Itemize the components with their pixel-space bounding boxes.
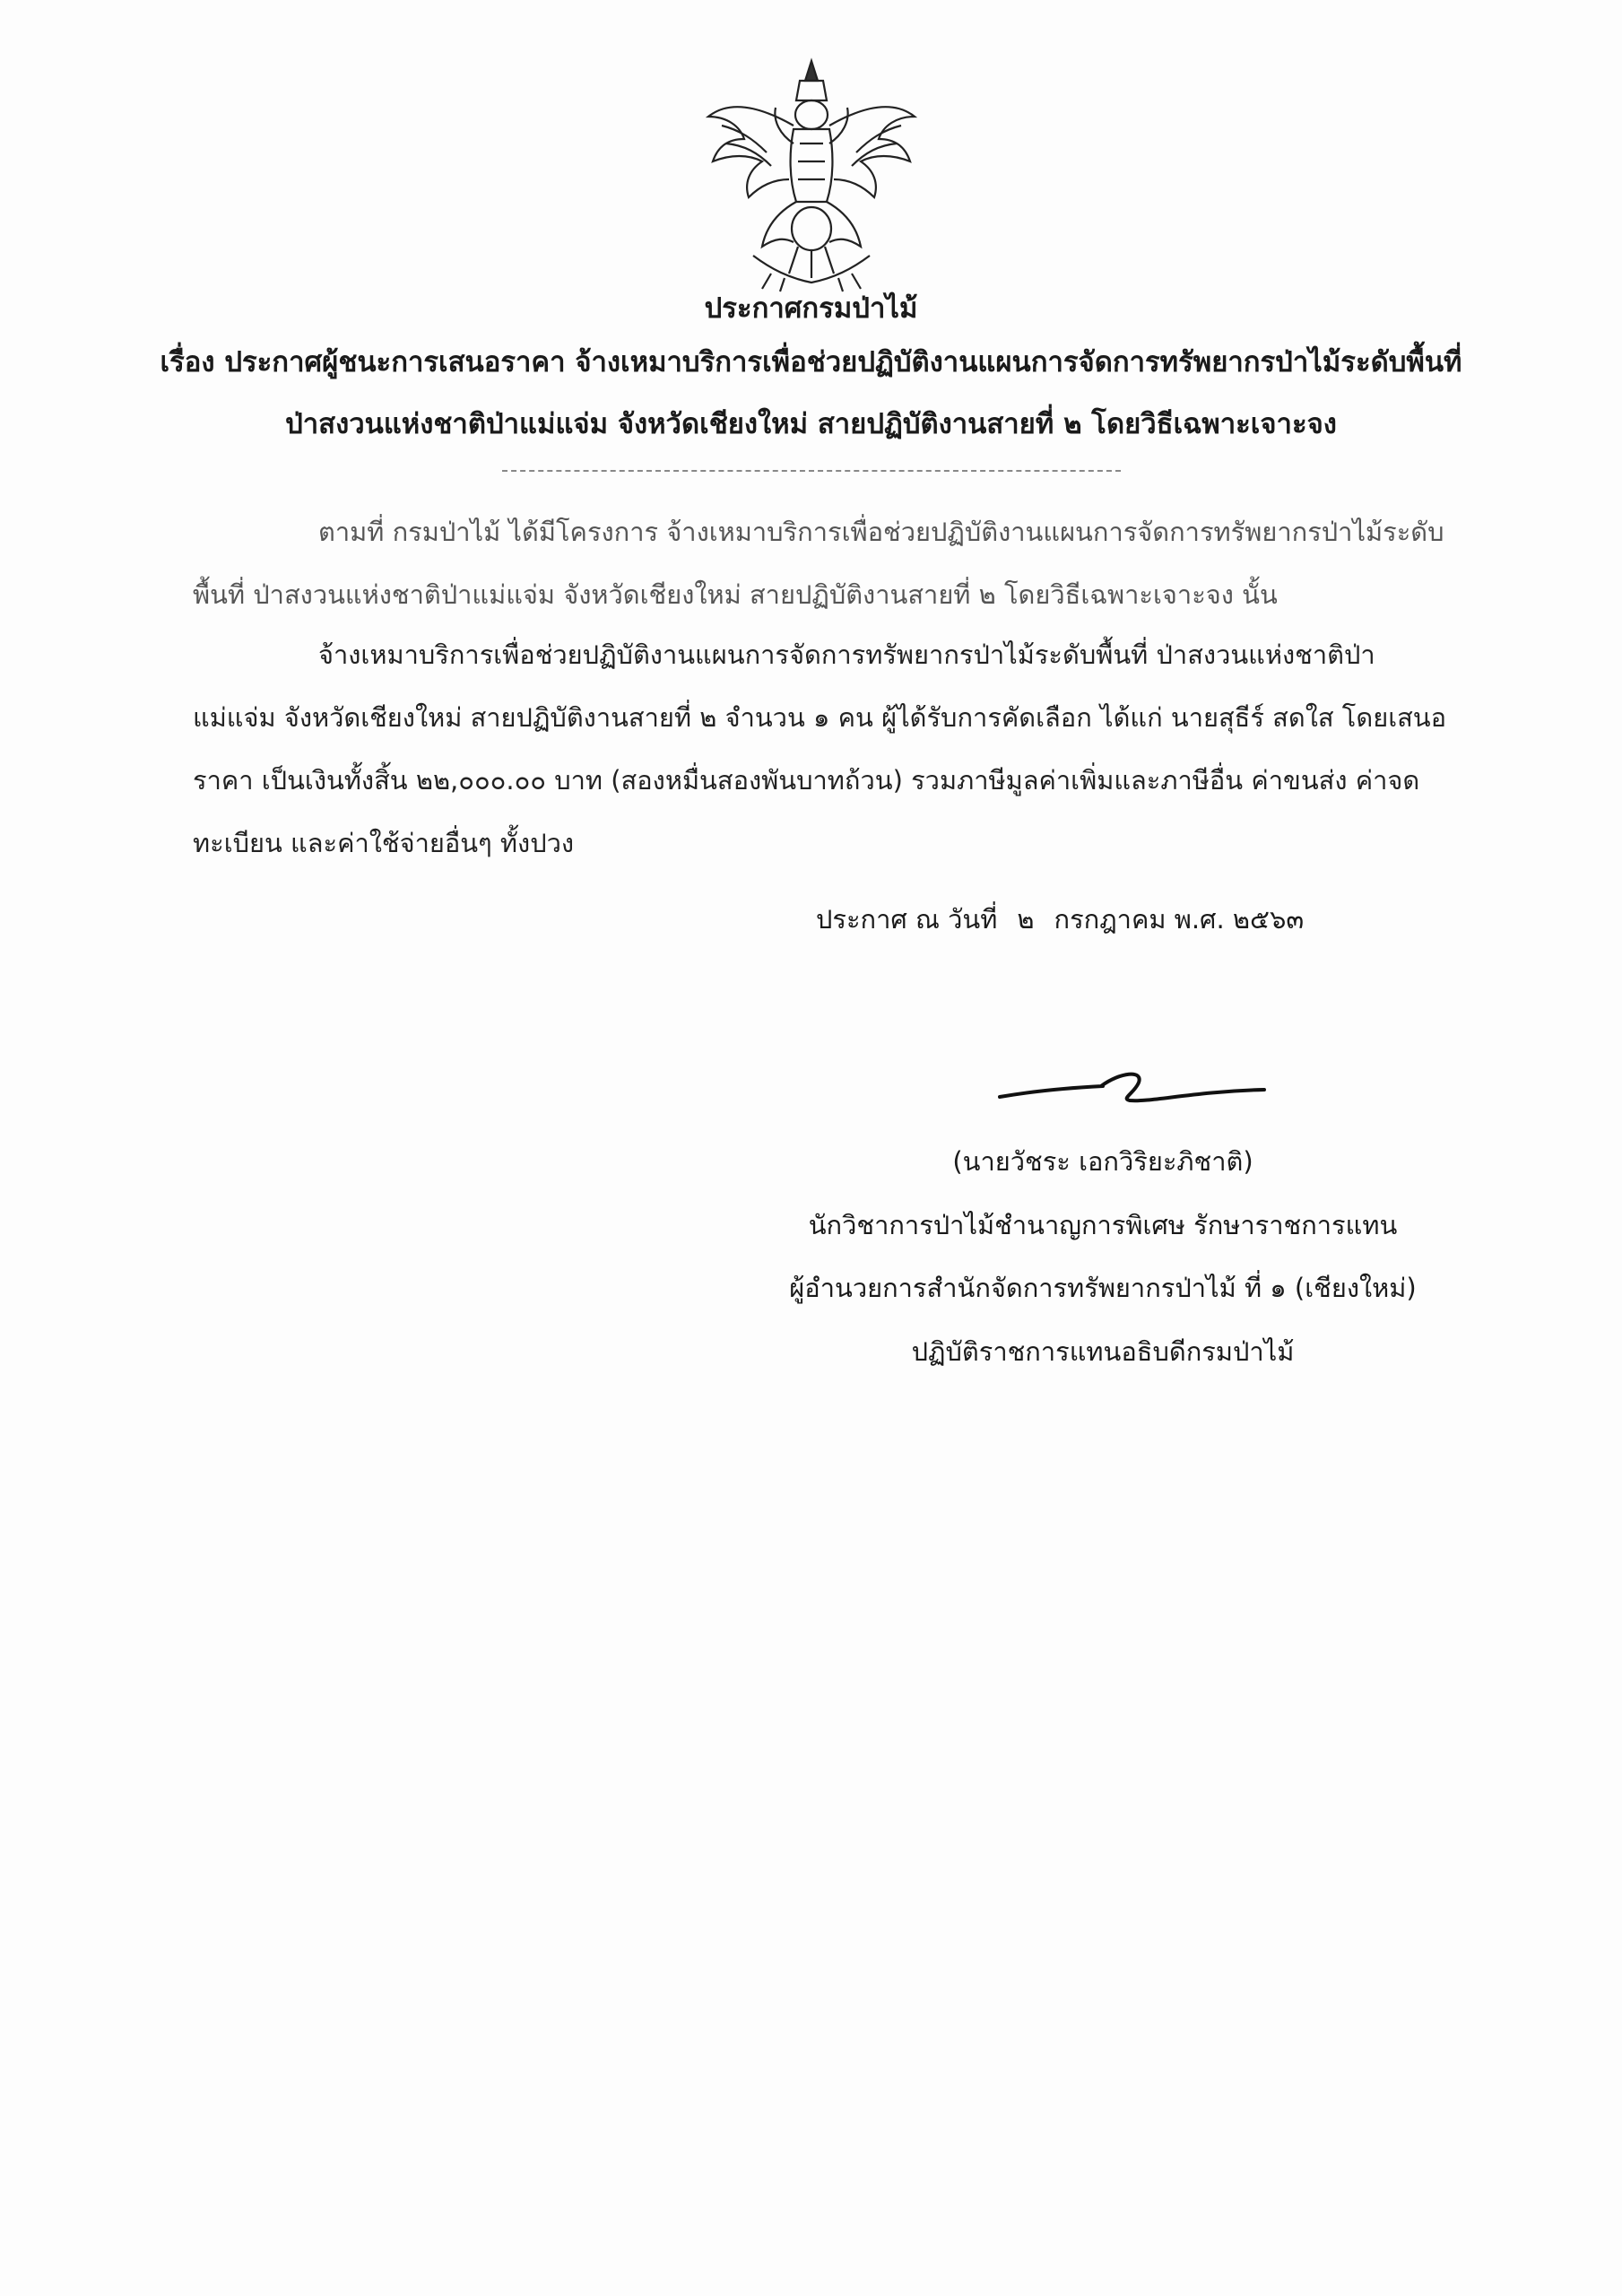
paragraph-2 bbox=[193, 623, 1447, 874]
signatory-name: (นายวัชระ เอกวิริยะภิชาติ) bbox=[952, 1146, 1253, 1177]
signatory-position-3: ปฏิบัติราชการแทนอธิบดีกรมป่าไม้ bbox=[911, 1336, 1295, 1367]
dashed-divider bbox=[502, 470, 1121, 472]
paragraph-2-line-4: ทะเบียน และค่าใช้จ่ายอื่นๆ ทั้งปวง bbox=[193, 828, 575, 858]
signatory-position-2: ผู้อำนวยการสำนักจัดการทรัพยากรป่าไม้ ที่ ๑ (เชียงใหม่) bbox=[789, 1273, 1417, 1303]
paragraph-1 bbox=[193, 500, 1444, 626]
date-prefix: ประกาศ ณ วันที่ bbox=[816, 904, 998, 935]
paragraph-2-line-3: ราคา เป็นเงินทั้งสิ้น ๒๒,๐๐๐.๐๐ บาท (สองหมื่นสองพันบาทถ้วน) รวมภาษีมูลค่าเพิ่มและภาษีอื่น ค่าขนส่ง ค่าจด bbox=[193, 765, 1420, 796]
paragraph-1-line-1: ตามที่ กรมป่าไม้ ได้มีโครงการ จ้างเหมาบริการเพื่อช่วยปฏิบัติงานแผนการจัดการทรัพยากรป่าไม้ระดับ bbox=[318, 517, 1444, 547]
garuda-emblem-icon bbox=[699, 54, 924, 296]
announcement-title: ประกาศกรมป่าไม้ bbox=[704, 292, 918, 325]
date-month-year: กรกฎาคม พ.ศ. ๒๕๖๓ bbox=[1054, 904, 1305, 935]
date-day: ๒ bbox=[1017, 904, 1035, 935]
paragraph-1-line-2: พื้นที่ ป่าสงวนแห่งชาติป่าแม่แจ่ม จังหวัดเชียงใหม่ สายปฏิบัติงานสายที่ ๒ โดยวิธีเฉพาะเจาะจง นั้น bbox=[193, 579, 1278, 610]
signatory-position-1: นักวิชาการป่าไม้ชำนาญการพิเศษ รักษาราชการแทน bbox=[808, 1210, 1398, 1240]
subject-line-1: เรื่อง ประกาศผู้ชนะการเสนอราคา จ้างเหมาบริการเพื่อช่วยปฏิบัติงานแผนการจัดการทรัพยากรป่าไม้ระดับพื้นที่ bbox=[160, 346, 1462, 378]
paragraph-2-line-2: แม่แจ่ม จังหวัดเชียงใหม่ สายปฏิบัติงานสายที่ ๒ จำนวน ๑ คน ผู้ได้รับการคัดเลือก ได้แก่ นายสุธีร์ สดใส โดยเสนอ bbox=[193, 702, 1447, 733]
paragraph-2-line-1: จ้างเหมาบริการเพื่อช่วยปฏิบัติงานแผนการจัดการทรัพยากรป่าไม้ระดับพื้นที่ ป่าสงวนแห่งชาติป่า bbox=[318, 639, 1375, 670]
subject-line-2: ป่าสงวนแห่งชาติป่าแม่แจ่ม จังหวัดเชียงใหม่ สายปฏิบัติงานสายที่ ๒ โดยวิธีเฉพาะเจาะจง bbox=[285, 408, 1337, 440]
announcement-date bbox=[816, 899, 1323, 940]
handwritten-signature-icon bbox=[995, 1054, 1282, 1117]
